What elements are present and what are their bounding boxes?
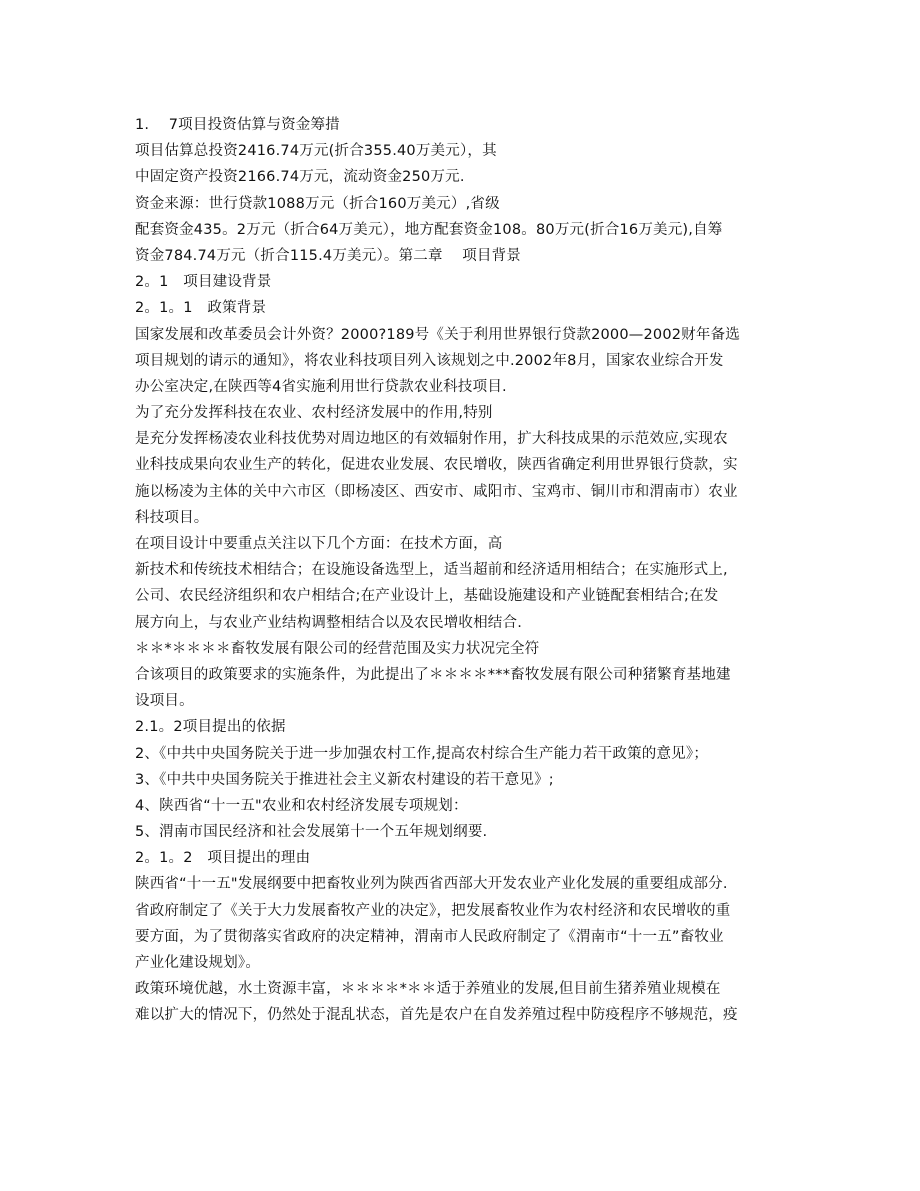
paragraph-line: 设项目。 — [135, 693, 194, 710]
paragraph-line: 难以扩大的情况下，仍然处于混乱状态，首先是农户在自发养殖过程中防疫程序不够规范，疫 — [135, 1007, 738, 1024]
section-heading-reasons: 2。1。2 项目提出的理由 — [135, 850, 311, 867]
paragraph-line: 产业化建设规划》。 — [135, 955, 261, 971]
section-heading-background: 2。1 项目建设背景 — [135, 274, 272, 291]
paragraph-line: 为了充分发挥科技在农业、农村经济发展中的作用,特别 — [135, 405, 493, 422]
paragraph-line: 项目规划的请示的通知》，将农业科技项目列入该规划之中.2002年8月，国家农业综合开发 — [135, 352, 724, 369]
list-item: 2、《中共中央国务院关于进一步加强农村工作,提高农村综合生产能力若干政策的意见》； — [135, 745, 709, 762]
paragraph-line: 陕西省“十一五"发展纲要中把畜牧业列为陕西省西部大开发农业产业化发展的重要组成部分. — [135, 876, 728, 893]
paragraph-line: 是充分发挥杨凌农业科技优势对周边地区的有效辐射作用，扩大科技成果的示范效应,实现农 — [135, 431, 728, 448]
document-body — [135, 112, 795, 1029]
paragraph-line: 省政府制定了《关于大力发展畜牧产业的决定》，把发展畜牧业作为农村经济和农民增收的重 — [135, 902, 731, 919]
paragraph-line: 公司、农民经济组织和农户相结合;在产业设计上，基础设施建设和产业链配套相结合;在发 — [135, 588, 719, 605]
list-item: 4、陕西省“十一五"农业和农村经济发展专项规划： — [135, 797, 468, 814]
section-heading-basis: 2.1。2项目提出的依据 — [135, 719, 286, 736]
paragraph-line: 政策环境优越，水土资源丰富，＊＊＊＊*＊＊适于养殖业的发展,但目前生猪养殖业规模在 — [135, 981, 721, 998]
paragraph-line: 要方面，为了贯彻落实省政府的决定精神，渭南市人民政府制定了《渭南市“十一五”畜牧业 — [135, 928, 724, 945]
paragraph-line: 合该项目的政策要求的实施条件，为此提出了＊＊＊＊***畜牧发展有限公司种猪繁育基地建 — [135, 666, 731, 683]
paragraph-line: 新技术和传统技术相结合；在设施设备选型上，适当超前和经济适用相结合；在实施形式上, — [135, 562, 728, 579]
section-heading-policy: 2。1。1 政策背景 — [135, 300, 267, 317]
paragraph-line: 中固定资产投资2166.74万元，流动资金250万元. — [135, 169, 465, 186]
paragraph-line: 国家发展和改革委员会计外资？2000?189号《关于利用世界银行贷款2000—2002财年备选 — [135, 326, 740, 343]
paragraph-line: 配套资金435。2万元（折合64万美元），地方配套资金108。80万元(折合16万美元),自筹 — [135, 221, 723, 238]
paragraph-line: 资金来源：世行贷款1088万元（折合160万美元）,省级 — [135, 195, 500, 212]
paragraph-line: 业科技成果向农业生产的转化，促进农业发展、农民增收，陕西省确定利用世界银行贷款，实 — [135, 457, 738, 474]
section-heading-investment: 1. 7项目投资估算与资金筹措 — [135, 117, 340, 133]
paragraph-line: 在项目设计中要重点关注以下几个方面：在技术方面，高 — [135, 536, 503, 552]
list-item: 3、《中共中央国务院关于推进社会主义新农村建设的若干意见》; — [135, 771, 554, 788]
paragraph-line: 施以杨凌为主体的关中六市区（即杨凌区、西安市、咸阳市、宝鸡市、铜川市和渭南市）农业 — [135, 483, 738, 500]
paragraph-line: 办公室决定,在陕西等4省实施利用世行贷款农业科技项目. — [135, 378, 507, 395]
paragraph-line: 科技项目。 — [135, 509, 209, 526]
paragraph-line: 展方向上，与农业产业结构调整相结合以及农民增收相结合. — [135, 614, 523, 631]
list-item: 5、渭南市国民经济和社会发展第十一个五年规划纲要. — [135, 824, 488, 841]
paragraph-line: ＊＊*＊＊＊＊畜牧发展有限公司的经营范围及实力状况完全符 — [135, 640, 540, 657]
paragraph-line: 资金784.74万元（折合115.4万美元）。第二章 项目背景 — [135, 247, 522, 264]
paragraph-line: 项目估算总投资2416.74万元(折合355.40万美元），其 — [135, 143, 497, 160]
